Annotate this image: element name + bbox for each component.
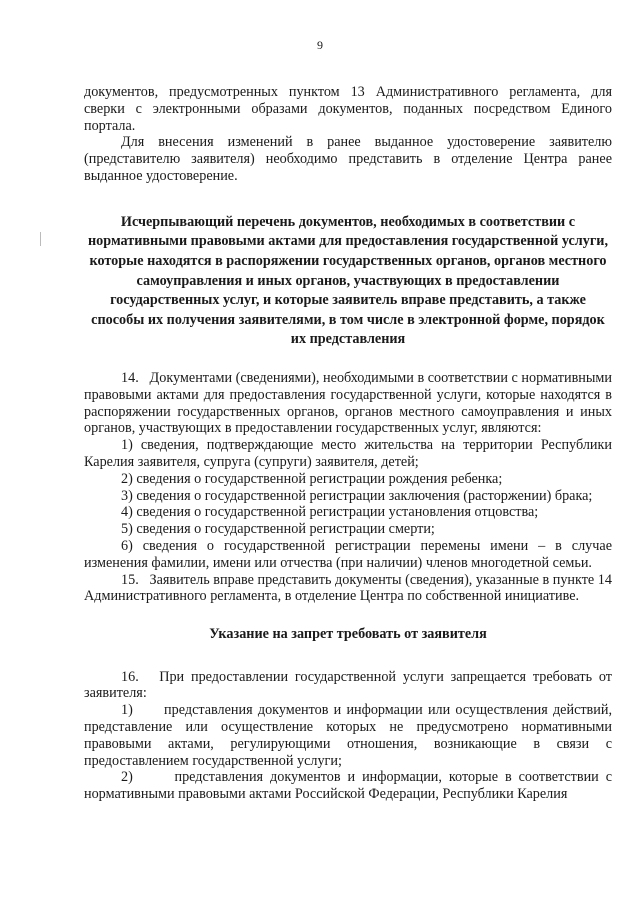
clause-14-item-2: 2) сведения о государственной регистрации рождения ребенка; <box>121 470 503 487</box>
page-number: 9 <box>317 38 323 52</box>
clause-14-item-5: 5) сведения о государственной регистрации смерти; <box>121 521 435 538</box>
clause-14-intro: 14. Документами (сведениями), необходимыми в соответствии с нормативными правовыми актами для предоставления государственной услуги, которые находятся в распоряжении государственных органов, органов местного самоуправления и иных органов, участвующих в предоставлении государственных услуг, являются: <box>84 369 612 437</box>
clause-16-item-1: 1) представления документов и информации или осуществления действий, представление или осуществление которых не предусмотрено нормативными правовыми актами, регулирующими отношения, возникающие в связи с предоставлением государственной услуги; <box>84 702 612 769</box>
section-heading-prohibition: Указание на запрет требовать от заявителя <box>209 626 487 643</box>
clause-14-item-6: 6) сведения о государственной регистрации перемены имени – в случае изменения фамилии, имени или отчества (при наличии) членов многодетной семьи. <box>84 537 612 571</box>
clause-16-item-2: 2) представления документов и информации, которые в соответствии с нормативными правовыми актами Российской Федерации, Республики Карелия <box>84 769 612 803</box>
document-body <box>84 84 612 803</box>
clause-14-item-1: 1) сведения, подтверждающие место жительства на территории Республики Карелия заявителя, супруга (супруги) заявителя, детей; <box>84 437 612 470</box>
clause-14-item-4: 4) сведения о государственной регистрации установления отцовства; <box>121 504 539 521</box>
margin-mark <box>40 232 41 246</box>
clause-16-intro: 16. При предоставлении государственной услуги запрещается требовать от заявителя: <box>84 668 612 702</box>
clause-14-item-3: 3) сведения о государственной регистрации заключения (расторжении) брака; <box>121 487 593 504</box>
section-heading-documents-list: Исчерпывающий перечень документов, необходимых в соответствии с нормативными правовыми актами для предоставления государственной услуги, которые находятся в распоряжении государственных органов, органов местного самоуправления и иных органов, участвующих в предоставлении государственных услуг, и которые заявитель вправе представить, а также способы их получения заявителями, в том числе в электронной форме, порядок их представления <box>88 213 609 348</box>
paragraph-continuation: документов, предусмотренных пунктом 13 Административного регламента, для сверки с электронными образами документов, поданных посредством Единого портала. <box>84 84 612 134</box>
paragraph-amendment: Для внесения изменений в ранее выданное удостоверение заявителю (представителю заявителя) необходимо представить в отделение Центра ранее выданное удостоверение. <box>84 134 612 184</box>
clause-15: 15. Заявитель вправе представить документы (сведения), указанные в пункте 14 Административного регламента, в отделение Центра по собственной инициативе. <box>84 571 612 605</box>
